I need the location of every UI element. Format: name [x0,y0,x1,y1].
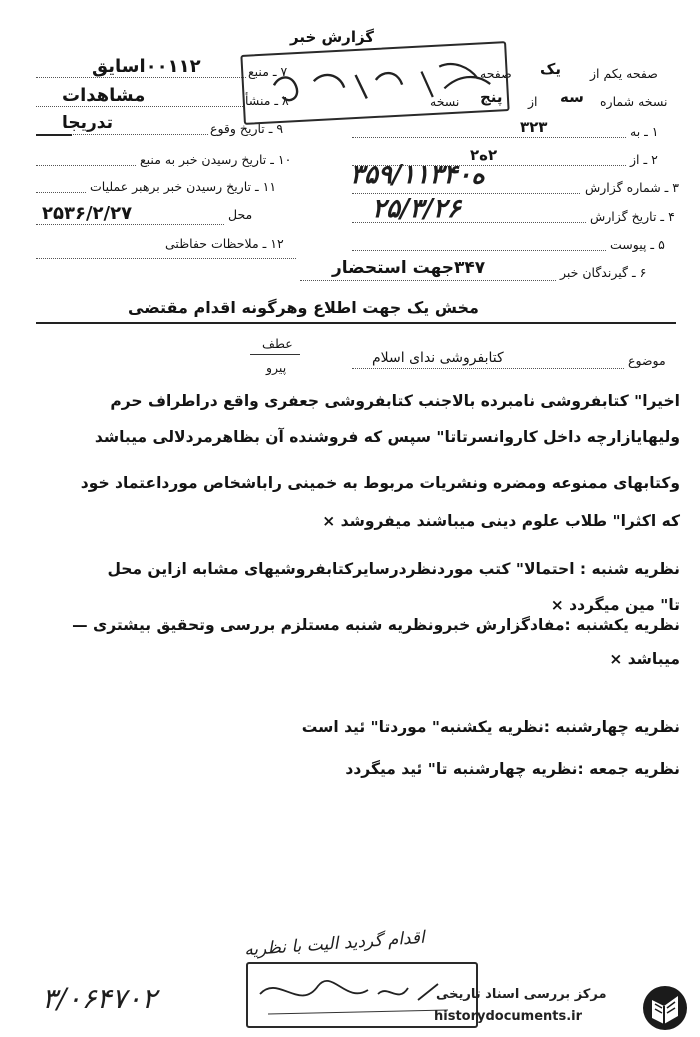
field-value-report-date: ۲۵/۳/۲۶ [372,194,461,224]
field-label-to: ۱ ـ به [630,124,659,139]
field-value-to: ۳۲۳ [520,118,548,136]
handwritten-note: اقدام گردید الیت با نظریه [243,927,426,961]
logo-line-en: historydocuments.ir [434,1009,583,1024]
field-value-page-count: یک [540,60,561,78]
field-label-page: صفحه یکم از [590,66,658,81]
field-value-copy-number: سه [560,88,584,106]
body-line-4: که اکثرا" طلاب علوم دینی میباشند میفروشد × [322,512,680,530]
body-line-8: میباشد × [609,650,680,668]
dotted-line [36,106,243,107]
field-label-origin: ۸ ـ منشأ [245,93,289,108]
subject-label: موضوع [628,353,666,368]
field-label-copy-suffix: نسخه [430,94,460,109]
field-label-received-by-leader: ۱۱ ـ تاریخ رسیدن خبر برهبر عملیات [90,179,277,194]
body-line-10: نظریه جمعه :نظریه چهارشنبه تا" ئید میگردد [345,760,680,778]
field-value-recipients: ۳۴۷جهت استحضار [332,258,486,278]
circulation-note: مخش یک جهت اطلاع وهرگونه اقدام مقتضی [128,298,479,317]
dotted-line [352,250,606,251]
subject-value: کتابفروشی ندای اسلام [372,350,504,366]
body-line-6: تا" مین میگردد × [550,596,680,614]
typed-dash-mark [36,134,72,136]
field-label-place: محل [228,207,253,222]
dotted-line [352,368,624,369]
field-label-recipients: ۶ ـ گیرندگان خبر [560,265,647,280]
book-emblem-icon [640,984,690,1032]
body-line-9: نظریه چهارشنبه :نظریه یکشنبه" موردتا" ئید است [301,718,680,736]
field-value-from: ۲ه۲ [470,146,498,164]
field-value-source: ۰۰۱۱۲اسایق [92,56,201,77]
divider-rule [36,322,676,324]
field-label-report-number: ۳ ـ شماره گزارش [585,180,680,195]
dotted-line [36,165,136,166]
logo-line-fa: مرکز بررسی اسناد تاریخی [436,987,607,1002]
field-value-origin: مشاهدات [62,85,146,106]
dotted-line [300,280,556,281]
field-label-attachment: ۵ ـ پیوست [610,237,665,252]
body-line-1: اخیرا" کتابفروشی نامبرده بالاجنب کتابفروشی جعفری واقع دراطراف حرم [110,392,680,410]
dotted-line [36,258,296,259]
body-line-7: نظریه یکشنبه :مفادگزارش خبرونظریه شنبه مستلزم بررسی وتحقیق بیشتری — [72,616,680,634]
field-label-page-suffix: صفحه [480,66,512,81]
field-label-security-notes: ۱۲ ـ ملاحظات حفاظتی [165,236,284,251]
field-label-copy-number: نسخه شماره [600,94,668,109]
archive-stamp-top [240,41,509,125]
archive-number: ۳/۰۶۴۷۰۲ [42,982,157,1015]
dotted-line [36,77,246,78]
dotted-line [36,224,224,225]
field-label-from: ۲ ـ از [630,152,658,167]
field-value-report-number: ۳۵۹/۱۱۳۴۰ه [350,160,485,190]
ref-divider [250,354,300,355]
ref-label-atf: عطف [262,336,293,351]
body-line-3: وکتابهای ممنوعه ومضره ونشریات مربوط به خمینی راباشخاص مورداعتماد خود [80,474,680,492]
stamp-handwriting-icon [242,43,507,123]
field-label-source: ۷ ـ منبع [248,64,288,79]
field-label-report-date: ۴ ـ تاریخ گزارش [590,209,675,224]
body-line-2: ولیهایازارچه داخل کاروانسرتاتا" سپس که فروشنده آن بظاهرمردلالی میباشد [94,428,680,446]
dotted-line [352,137,626,138]
field-label-occurrence-date: ۹ ـ تاریخ وقوع [210,121,284,136]
field-value-copy-total: پنج [480,88,503,106]
history-documents-logo [430,984,692,1032]
ref-label-piro: پیرو [266,360,287,375]
field-value-occurrence-date: تدریجا [62,113,114,133]
document-title: گزارش خبر [290,28,375,46]
body-line-5: نظریه شنبه : احتمالا" کتب موردنظردرسایرکتابفروشیهای مشابه ازاین محل [107,560,680,578]
field-label-received-by-source: ۱۰ ـ تاریخ رسیدن خبر به منبع [140,152,292,167]
dotted-line [36,192,86,193]
field-value-place-date: ۲۵۳۶/۲/۲۷ [42,203,133,224]
field-label-copy-of: از [528,94,538,109]
